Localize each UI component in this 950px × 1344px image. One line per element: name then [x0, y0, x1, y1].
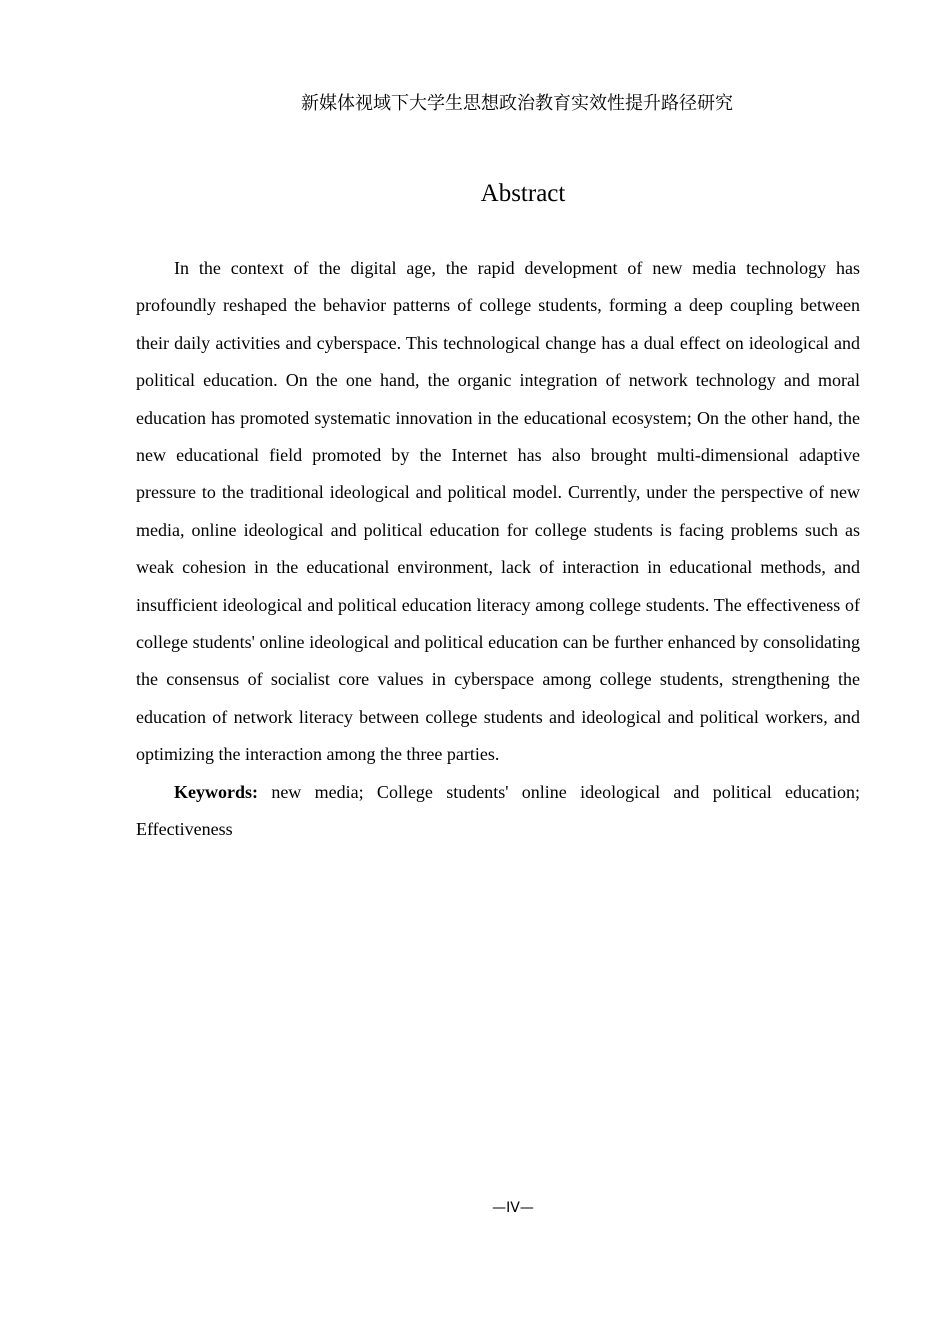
running-header: 新媒体视域下大学生思想政治教育实效性提升路径研究 — [301, 93, 733, 114]
keywords-text: new media; College students' online ideological and political education; Effectiveness — [136, 781, 860, 840]
abstract-heading: Abstract — [480, 180, 566, 207]
abstract-body — [136, 250, 860, 849]
page-number: —IV— — [492, 1200, 534, 1216]
keywords-line — [136, 774, 860, 849]
keywords-label: Keywords: — [174, 781, 258, 802]
abstract-paragraph: In the context of the digital age, the rapid development of new media technology has profoundly reshaped the behavior patterns of college students, forming a deep coupling between their daily activities and cyberspace. This technological change has a dual effect on ideological and political education. On the one hand, the organic integration of network technology and moral education has promoted systematic innovation in the educational ecosystem; On the other hand, the new educational field promoted by the Internet has also brought multi-dimensional adaptive pressure to the traditional ideological and political model. Currently, under the perspective of new media, online ideological and political education for college students is facing problems such as weak cohesion in the educational environment, lack of interaction in educational methods, and insufficient ideological and political education literacy among college students. The effectiveness of college students' online ideological and political education can be further enhanced by consolidating the consensus of socialist core values in cyberspace among college students, strengthening the education of network literacy between college students and ideological and political workers, and optimizing the interaction among the three parties. — [136, 258, 860, 765]
